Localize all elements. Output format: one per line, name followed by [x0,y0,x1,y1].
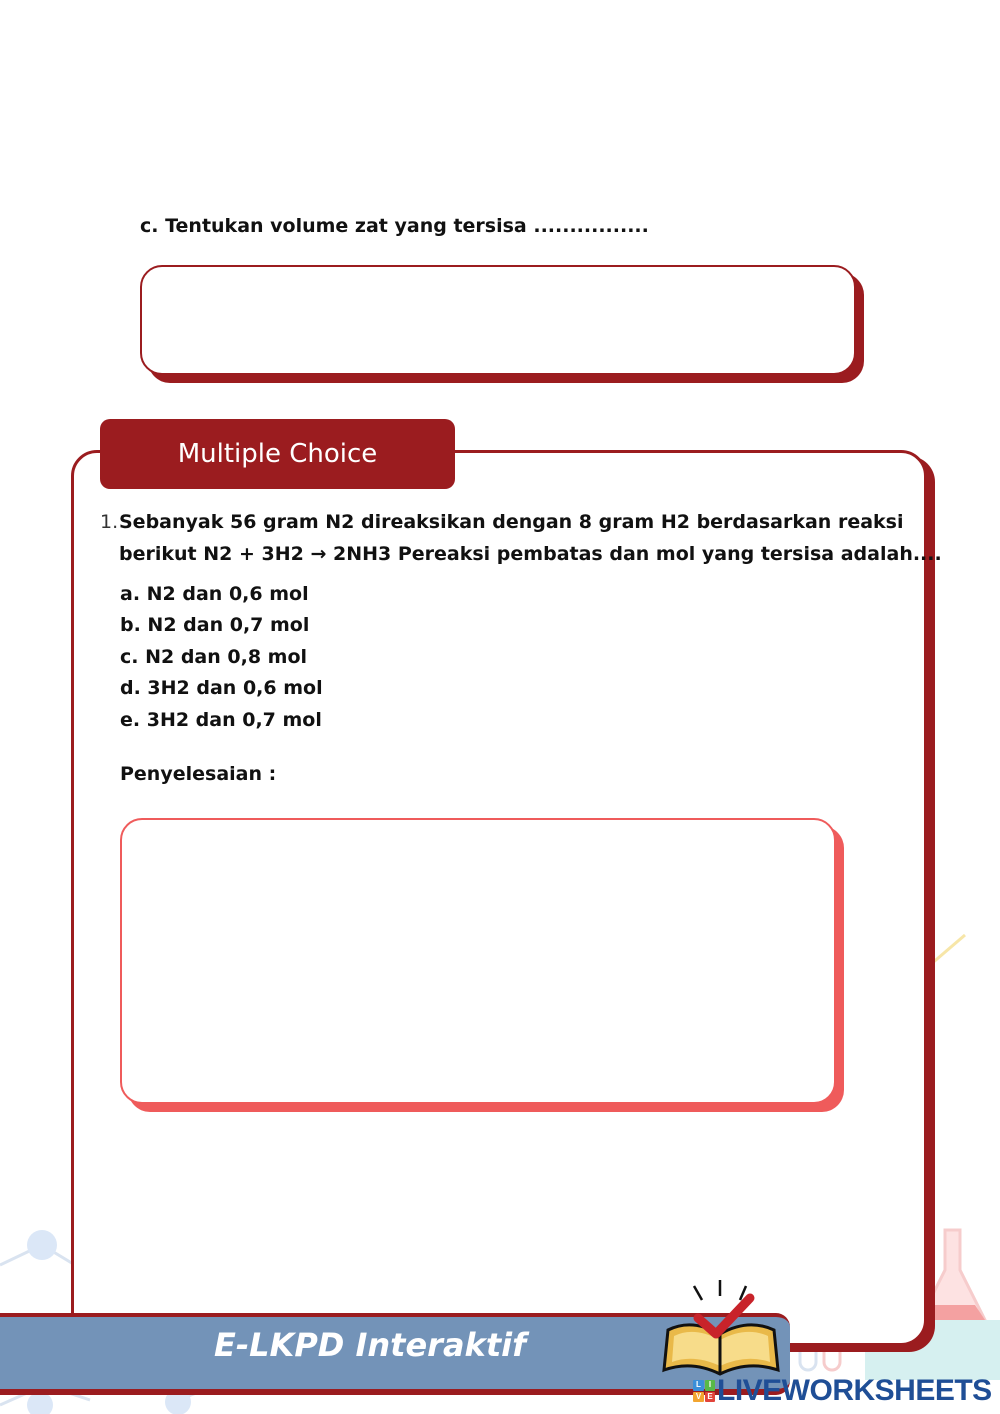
option-e[interactable]: e. 3H2 dan 0,7 mol [120,709,322,731]
option-b[interactable]: b. N2 dan 0,7 mol [120,614,310,636]
question-c-text: c. Tentukan volume zat yang tersisa ................ [140,215,649,237]
logo-cube-icon: L I V E [693,1380,715,1402]
footer-title: E-LKPD Interaktif [213,1326,526,1364]
answer-box-c[interactable] [140,265,856,375]
solution-answer-box[interactable] [120,818,836,1104]
option-d[interactable]: d. 3H2 dan 0,6 mol [120,677,323,699]
question-1-line-2: berikut N2 + 3H2 → 2NH3 Pereaksi pembatas dan mol yang tersisa adalah.... [119,543,942,565]
option-c[interactable]: c. N2 dan 0,8 mol [120,646,308,668]
liveworksheets-logo [693,1374,992,1408]
question-number: 1. [100,511,119,533]
open-book-check-icon [660,1278,782,1378]
option-a[interactable]: a. N2 dan 0,6 mol [120,583,309,605]
solution-label: Penyelesaian : [120,763,277,785]
brand-name: LIVEWORKSHEETS [717,1374,992,1407]
section-title: Multiple Choice [177,439,378,469]
section-title-tab [100,419,455,489]
question-1-line-1: Sebanyak 56 gram N2 direaksikan dengan 8 gram H2 berdasarkan reaksi [119,511,904,533]
